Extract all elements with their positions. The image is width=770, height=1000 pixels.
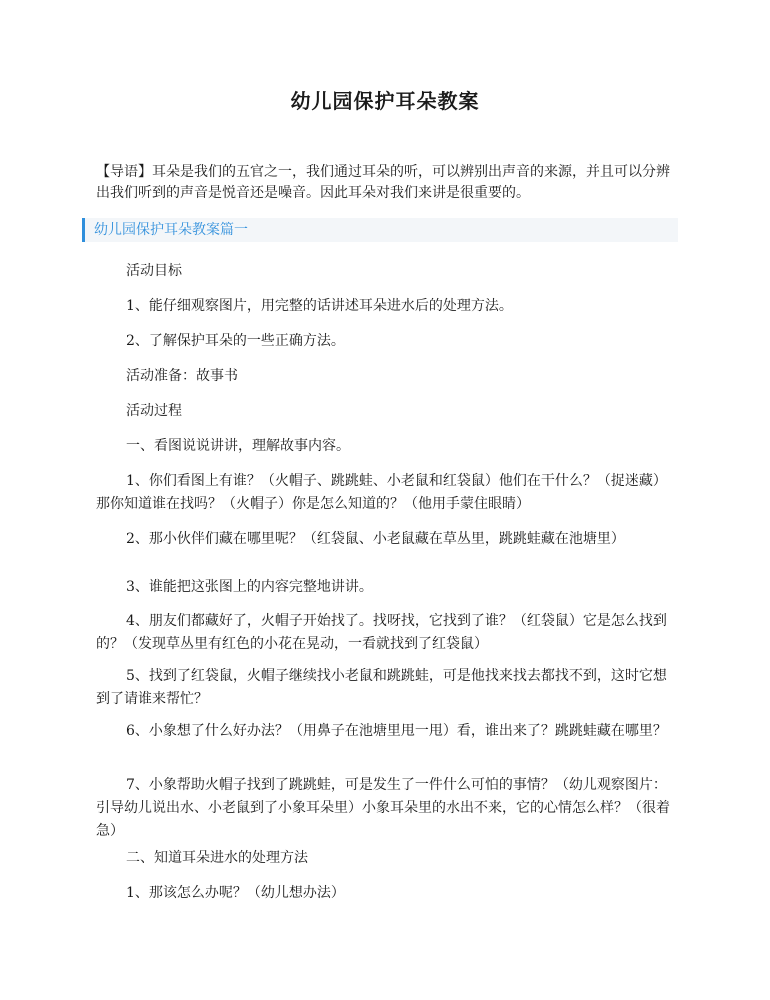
paragraph-question-5: 5、找到了红袋鼠，火帽子继续找小老鼠和跳跳蛙，可是他找来找去都找不到，这时它想到了请谁来帮忙？ bbox=[96, 668, 667, 707]
paragraph-question-1: 1、你们看图上有谁？（火帽子、跳跳蛙、小老鼠和红袋鼠）他们在干什么？（捉迷藏）那你知道谁在找吗？（火帽子）你是怎么知道的？（他用手蒙住眼睛） bbox=[96, 473, 667, 512]
paragraph-process-heading: 活动过程 bbox=[126, 403, 182, 419]
section-heading-bar bbox=[82, 218, 678, 242]
paragraph-question-6: 6、小象想了什么好办法？（用鼻子在池塘里甩一甩）看，谁出来了？跳跳蛙藏在哪里？ bbox=[126, 723, 667, 739]
paragraph-preparation: 活动准备：故事书 bbox=[126, 368, 238, 384]
section-heading: 幼儿园保护耳朵教案篇一 bbox=[94, 222, 248, 238]
paragraph-question-7: 7、小象帮助火帽子找到了跳跳蛙，可是发生了一件什么可怕的事情？（幼儿观察图片：引导幼儿说出水、小老鼠到了小象耳朵里）小象耳朵里的水出不来，它的心情怎么样？（很着急） bbox=[96, 777, 670, 839]
paragraph-question-2: 2、那小伙伴们藏在哪里呢？（红袋鼠、小老鼠藏在草丛里，跳跳蛙藏在池塘里） bbox=[126, 531, 625, 547]
paragraph-objective-2: 2、了解保护耳朵的一些正确方法。 bbox=[126, 333, 345, 349]
paragraph-question-3: 3、谁能把这张图上的内容完整地讲讲。 bbox=[126, 579, 373, 595]
paragraph-objective-1: 1、能仔细观察图片，用完整的话讲述耳朵进水后的处理方法。 bbox=[126, 298, 513, 314]
page-title: 幼儿园保护耳朵教案 bbox=[290, 89, 480, 113]
intro-paragraph: 【导语】耳朵是我们的五官之一，我们通过耳朵的听，可以辨别出声音的来源，并且可以分辨出我们听到的声音是悦音还是噪音。因此耳朵对我们来讲是很重要的。 bbox=[96, 164, 670, 201]
paragraph-step-1-heading: 一、看图说说讲讲，理解故事内容。 bbox=[126, 438, 350, 454]
paragraph-step-2-question-1: 1、那该怎么办呢？（幼儿想办法） bbox=[126, 885, 345, 901]
paragraph-question-4: 4、朋友们都藏好了，火帽子开始找了。找呀找，它找到了谁？（红袋鼠）它是怎么找到的？（发现草丛里有红色的小花在晃动，一看就找到了红袋鼠） bbox=[96, 613, 667, 652]
paragraph-objectives-heading: 活动目标 bbox=[126, 263, 182, 279]
section-accent-stripe bbox=[82, 218, 85, 242]
paragraph-step-2-heading: 二、知道耳朵进水的处理方法 bbox=[126, 850, 308, 866]
